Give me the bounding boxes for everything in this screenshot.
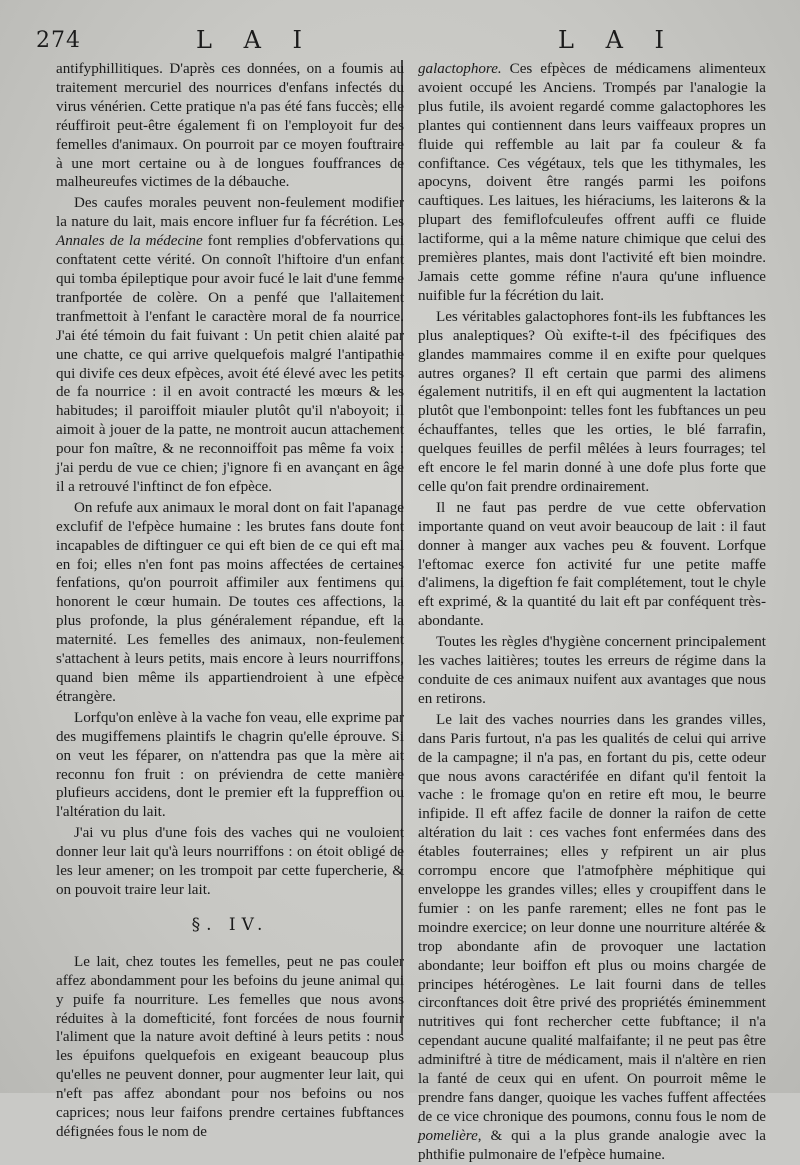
paragraph: Lorfqu'on enlève à la vache fon veau, elle exprime par des mugiffemens plaintifs le chagrin qu'elle éprouve. Si on veut les féparer, on n'attendra pas que la mère ait reconnu fon fruit : on préviendra de cette manière plufieurs accidens, dont le premier eft la fuppreffion ou l'altération du lait. xyxy=(56,709,404,821)
paragraph xyxy=(56,194,404,497)
paragraph xyxy=(418,60,766,306)
paragraph: Toutes les règles d'hygiène concernent principalement les vaches laitières; toutes les erreurs de régime dans la conduite de ces animaux nuifent aux avantages que nous en retirons. xyxy=(418,634,766,707)
paragraph: Il ne faut pas perdre de vue cette obfervation importante quand on veut avoir beaucoup de lait : il faut donner à manger aux vaches peu & fouvent. Lorfque l'eftomac exerce fon activité fur une petite maffe d'alimens, la digeftion fe fait complétement, tout le chyle eft exprimé, & la quantité du lait eft par conféquent très-abondante. xyxy=(418,499,766,630)
paragraph xyxy=(418,711,766,1165)
text-run: font remplies d'obfervations qui conftatent cette vérité. On connoît l'hiftoire d'un enfant qui tomba épileptique pour avoir fucé le lait d'une femme tranfportée de colère. On a penfé que l'allaitement tranfmettoit à l'enfant le caractère moral de fa nourrice. J'ai été témoin du fait fuivant : Un petit chien alaité par une chatte, ce qui arrive quelquefois malgré l'antipathie qui divife ces deux efpèces, avoit été élevé avec les petits de fa nourrice : il en avoit contracté les mœurs & les habitudes; il paroiffoit miauler plutôt qu'il n'aboyoit; il aimoit à jouer de la patte, ne montroit aucun attachement pour fon maître, & ne reconnoiffoit pas même fa voix : j'ai perdu de vue ce chien; j'ignore fi en avançant en âge il a retrouvé l'inftinct de fon efpèce. xyxy=(56,233,405,495)
page-header xyxy=(0,22,800,62)
text-run: Des caufes morales peuvent non-feulement modifier la nature du lait, mais encore influer fur fa fécrétion. Les xyxy=(56,195,404,231)
text-run: Le lait des vaches nourries dans les grandes villes, dans Paris furtout, n'a pas les qualités de celui qui arrive de la campagne; il n'a pas, en fortant du pis, cette odeur que nous avons caractérifée en difant qu'il fentoit la vache : le fromage qu'on en retire eft mou, le beurre infipide. Il eft affez facile de donner la raifon de cette altération du lait : ces vaches font enfermées dans des étables fouterraines; elles y refpirent un air plus corrompu encore que l'atmofphère méphitique qui enveloppe les grandes villes; elles y croupiffent dans le fumier : on les panfe rarement; elles ne font pas le moindre exercice; on leur donne une nourriture altérée & trop abondante afin de provoquer une lactation abondante; leur boiffon eft plus ou moins chargée de principes hétérogènes. Le lait fourni dans de telles circonftances doit être privé des propriétés éminemment nutritives qui font rechercher cette fubftance; il n'a cependant aucune qualité malfaifante; il ne peut pas être adminiftré à titre de médicament, mais il n'altère en rien la fanté de ceux qui en ufent. On pourroit même le prendre fans danger, quoique les vaches fuffent affectées de ce vice chronique des poumons, connu fous le nom de xyxy=(418,711,766,1125)
italic-term: pomelière xyxy=(418,1127,478,1144)
italic-title: Annales de la médecine xyxy=(56,233,203,250)
text-run: Ces efpèces de médicamens alimenteux avoient occupé les Anciens. Trompés par l'analogie la plus futile, ils avoient regardé comme galactophores les plantes qui contiennent dans leurs vaiffeaux propres un fluide qui reffemble au lait par fa couleur & fa confiftance. Ces végétaux, tels que les tithymales, les apocyns, doivent être rangés parmi les poifons cauftiques. Les laitues, les hiéraciums, les laiterons & la plupart des femiflofculeufes offrent auffi ce fluide lactiforme, qui a la même nature chimique que celui des premières plantes, mais dont l'activité eft bien moindre. Jamais cette gomme réfine n'aura qu'une influence nuifible fur la fécrétion du lait. xyxy=(418,61,766,304)
running-head-left: L A I xyxy=(196,26,315,54)
section-heading: §. IV. xyxy=(191,914,269,935)
paragraph: On refufe aux animaux le moral dont on fait l'apanage exclufif de l'efpèce humaine : les brutes fans doute font incapables de diftinguer ce qui eft bien de ce qui eft mal en foi; elles n'en font pas moins affectées de certaines fenfations, qu'on pourroit affimiler aux fentimens qui honorent le cœur humain. De toutes ces affections, la plus profonde, la plus généralement répandue, eft la maternité. Les femelles des animaux, non-feulement s'attachent à leurs petits, mais encore à leurs nourriffons, quand bien même ils appartiendroient à une efpèce étrangère. xyxy=(56,499,404,705)
running-head-right: L A I xyxy=(558,26,677,54)
italic-term: galactophore. xyxy=(418,61,502,77)
left-column xyxy=(56,60,404,1142)
text-run: , & qui a la plus grande analogie avec la phthifie pulmonaire de l'efpèce humaine. xyxy=(418,1127,766,1163)
page-number: 274 xyxy=(36,28,81,53)
paragraph: antifyphillitiques. D'après ces données, on a foumis au traitement mercuriel des nourrices d'enfans infectés du virus vénérien. Cette pratique n'a pas été fans fuccès; elle réuffiroit peut-être également fi on l'employoit fur des femelles d'animaux. On pourroit par ce moyen fouftraire à une mort certaine ou à de longues fouffrances de malheureufes victimes de la débauche. xyxy=(56,61,404,191)
right-column xyxy=(418,60,766,1165)
paragraph: J'ai vu plus d'une fois des vaches qui ne vouloient donner leur lait qu'à leurs nourriffons : on étoit obligé de les leur amener; on les trompoit par cette fupercherie, & on pouvoit traire leur lait. xyxy=(56,825,404,898)
paragraph: Les véritables galactophores font-ils les fubftances les plus analeptiques? Où exifte-t-il des fpécifiques des glandes mammaires comme il en exifte pour quelques autres organes? Il eft certain que parmi des alimens également nutritifs, il en eft qui augmentent la lactation plutôt que l'embonpoint: telles font les fubftances un peu échauffantes, telles que les orties, le blé farrafin, quelques feuilles de perfil mêlées à leurs fourrages; tel eft encore le fel marin donné à une dofe plus forte que celle qu'on fait prendre ordinairement. xyxy=(418,308,766,495)
paragraph: Le lait, chez toutes les femelles, peut ne pas couler affez abondamment pour les befoins du jeune animal qui y puife fa nourriture. Les femelles que nous avons réduites à la domefticité, font forcées de nous fournir l'aliment que la nature avoit deftiné à leurs petits : nous les épuifons quelquefois en exigeant beaucoup plus qu'elles ne peuvent donner, pour augmenter leur lait, qui n'eft pas affez abondant pour nos befoins ou nos caprices; nous leur faifons prendre certaines fubftances défignées fous le nom de xyxy=(56,953,404,1140)
